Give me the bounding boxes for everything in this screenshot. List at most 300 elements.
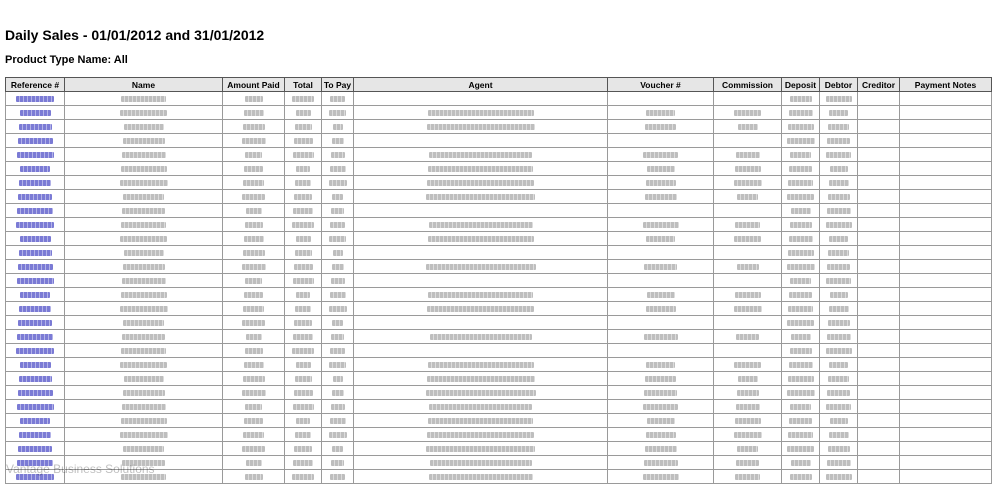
cell-name [65, 442, 223, 456]
redacted-value [329, 180, 347, 186]
table-row [6, 358, 992, 372]
cell-voucher [608, 232, 714, 246]
redacted-value [427, 306, 534, 312]
redacted-value [427, 432, 534, 438]
redacted-value [428, 418, 533, 424]
cell-deposit [782, 330, 820, 344]
cell-total [285, 372, 322, 386]
cell-payment-notes [900, 204, 992, 218]
redacted-value [427, 180, 534, 186]
table-row [6, 442, 992, 456]
cell-reference[interactable] [6, 302, 65, 316]
redacted-value [294, 320, 312, 326]
redacted-value [293, 334, 313, 340]
cell-payment-notes [900, 288, 992, 302]
cell-deposit [782, 456, 820, 470]
cell-creditor [858, 386, 900, 400]
cell-reference[interactable] [6, 218, 65, 232]
table-row [6, 106, 992, 120]
redacted-value [735, 166, 761, 172]
redacted-value [643, 404, 678, 410]
cell-reference[interactable] [6, 400, 65, 414]
cell-agent [354, 372, 608, 386]
cell-agent [354, 260, 608, 274]
cell-agent [354, 162, 608, 176]
redacted-value [17, 334, 53, 340]
cell-payment-notes [900, 232, 992, 246]
cell-commission [714, 400, 782, 414]
redacted-value [789, 362, 813, 368]
cell-debtor [820, 302, 858, 316]
redacted-value [790, 404, 811, 410]
column-header-deposit: Deposit [782, 78, 820, 92]
cell-debtor [820, 274, 858, 288]
redacted-value [293, 208, 313, 214]
cell-reference[interactable] [6, 344, 65, 358]
table-row [6, 246, 992, 260]
redacted-value [123, 446, 164, 452]
cell-debtor [820, 190, 858, 204]
cell-debtor [820, 344, 858, 358]
cell-agent [354, 442, 608, 456]
cell-reference[interactable] [6, 288, 65, 302]
redacted-value [426, 194, 535, 200]
cell-deposit [782, 190, 820, 204]
redacted-value [19, 124, 52, 130]
redacted-value [787, 138, 815, 144]
cell-total [285, 246, 322, 260]
cell-voucher [608, 302, 714, 316]
table-row [6, 372, 992, 386]
cell-to-pay [322, 260, 354, 274]
redacted-value [294, 194, 312, 200]
redacted-value [647, 292, 675, 298]
cell-voucher [608, 358, 714, 372]
cell-reference[interactable] [6, 148, 65, 162]
redacted-value [123, 194, 164, 200]
cell-creditor [858, 246, 900, 260]
cell-commission [714, 288, 782, 302]
cell-amount-paid [223, 330, 285, 344]
cell-payment-notes [900, 344, 992, 358]
redacted-value [734, 432, 762, 438]
cell-amount-paid [223, 232, 285, 246]
cell-voucher [608, 470, 714, 484]
table-row [6, 288, 992, 302]
redacted-value [243, 432, 264, 438]
cell-reference[interactable] [6, 358, 65, 372]
redacted-value [827, 390, 850, 396]
cell-agent [354, 428, 608, 442]
cell-amount-paid [223, 218, 285, 232]
redacted-value [17, 152, 54, 158]
table-row [6, 162, 992, 176]
cell-agent [354, 246, 608, 260]
cell-total [285, 330, 322, 344]
cell-total [285, 260, 322, 274]
report-title: Daily Sales - 01/01/2012 and 31/01/2012 [5, 27, 265, 43]
redacted-value [244, 110, 264, 116]
cell-to-pay [322, 246, 354, 260]
redacted-value [244, 292, 263, 298]
cell-reference[interactable] [6, 442, 65, 456]
redacted-value [737, 264, 759, 270]
redacted-value [123, 320, 164, 326]
redacted-value [292, 348, 314, 354]
redacted-value [828, 376, 849, 382]
cell-amount-paid [223, 428, 285, 442]
cell-payment-notes [900, 470, 992, 484]
redacted-value [294, 264, 313, 270]
cell-voucher [608, 274, 714, 288]
cell-voucher [608, 330, 714, 344]
redacted-value [243, 306, 264, 312]
cell-reference[interactable] [6, 386, 65, 400]
cell-deposit [782, 428, 820, 442]
cell-voucher [608, 260, 714, 274]
cell-debtor [820, 120, 858, 134]
redacted-value [333, 250, 343, 256]
cell-commission [714, 204, 782, 218]
cell-name [65, 92, 223, 106]
cell-agent [354, 316, 608, 330]
redacted-value [332, 320, 343, 326]
redacted-value [734, 306, 762, 312]
cell-to-pay [322, 302, 354, 316]
cell-reference[interactable] [6, 330, 65, 344]
cell-reference[interactable] [6, 176, 65, 190]
redacted-value [828, 194, 850, 200]
cell-total [285, 274, 322, 288]
cell-creditor [858, 92, 900, 106]
redacted-value [332, 390, 344, 396]
redacted-value [827, 264, 850, 270]
cell-reference[interactable] [6, 106, 65, 120]
cell-voucher [608, 204, 714, 218]
cell-total [285, 148, 322, 162]
redacted-value [791, 460, 811, 466]
redacted-value [826, 96, 852, 102]
cell-payment-notes [900, 162, 992, 176]
redacted-value [827, 138, 850, 144]
redacted-value [787, 194, 814, 200]
cell-to-pay [322, 470, 354, 484]
cell-to-pay [322, 274, 354, 288]
cell-commission [714, 372, 782, 386]
cell-name [65, 106, 223, 120]
cell-to-pay [322, 120, 354, 134]
redacted-value [430, 460, 532, 466]
cell-debtor [820, 92, 858, 106]
redacted-value [644, 264, 677, 270]
cell-voucher [608, 372, 714, 386]
cell-total [285, 470, 322, 484]
redacted-value [123, 390, 165, 396]
redacted-value [647, 166, 675, 172]
cell-agent [354, 106, 608, 120]
redacted-value [430, 334, 532, 340]
cell-name [65, 344, 223, 358]
cell-amount-paid [223, 372, 285, 386]
cell-to-pay [322, 386, 354, 400]
redacted-value [734, 362, 761, 368]
redacted-value [826, 348, 852, 354]
redacted-value [643, 152, 678, 158]
cell-reference[interactable] [6, 162, 65, 176]
cell-voucher [608, 456, 714, 470]
cell-name [65, 176, 223, 190]
cell-creditor [858, 148, 900, 162]
redacted-value [242, 194, 265, 200]
redacted-value [735, 222, 760, 228]
cell-commission [714, 106, 782, 120]
redacted-value [295, 306, 311, 312]
cell-voucher [608, 134, 714, 148]
cell-payment-notes [900, 218, 992, 232]
redacted-value [734, 236, 761, 242]
cell-name [65, 414, 223, 428]
redacted-value [296, 236, 311, 242]
redacted-value [18, 320, 52, 326]
cell-commission [714, 316, 782, 330]
cell-deposit [782, 442, 820, 456]
cell-agent [354, 232, 608, 246]
cell-name [65, 246, 223, 260]
table-row [6, 316, 992, 330]
cell-deposit [782, 400, 820, 414]
redacted-value [826, 404, 851, 410]
cell-name [65, 218, 223, 232]
cell-voucher [608, 428, 714, 442]
table-row [6, 400, 992, 414]
redacted-value [244, 236, 264, 242]
redacted-value [295, 432, 311, 438]
table-row [6, 92, 992, 106]
cell-amount-paid [223, 134, 285, 148]
redacted-value [737, 446, 758, 452]
cell-payment-notes [900, 442, 992, 456]
cell-reference[interactable] [6, 414, 65, 428]
redacted-value [329, 362, 346, 368]
cell-total [285, 288, 322, 302]
cell-amount-paid [223, 386, 285, 400]
cell-commission [714, 344, 782, 358]
cell-reference[interactable] [6, 134, 65, 148]
cell-agent [354, 176, 608, 190]
cell-voucher [608, 190, 714, 204]
cell-to-pay [322, 316, 354, 330]
redacted-value [296, 418, 310, 424]
cell-commission [714, 274, 782, 288]
redacted-value [294, 390, 313, 396]
cell-payment-notes [900, 190, 992, 204]
table-row [6, 386, 992, 400]
cell-to-pay [322, 134, 354, 148]
cell-reference[interactable] [6, 120, 65, 134]
cell-commission [714, 302, 782, 316]
redacted-value [122, 208, 165, 214]
cell-to-pay [322, 372, 354, 386]
redacted-value [331, 460, 344, 466]
redacted-value [243, 180, 264, 186]
redacted-value [736, 152, 760, 158]
redacted-value [788, 250, 814, 256]
cell-name [65, 316, 223, 330]
cell-debtor [820, 428, 858, 442]
redacted-value [788, 376, 814, 382]
cell-voucher [608, 288, 714, 302]
cell-reference[interactable] [6, 92, 65, 106]
cell-reference[interactable] [6, 274, 65, 288]
cell-agent [354, 456, 608, 470]
redacted-value [789, 166, 812, 172]
cell-deposit [782, 274, 820, 288]
cell-total [285, 134, 322, 148]
cell-reference[interactable] [6, 372, 65, 386]
cell-debtor [820, 288, 858, 302]
cell-reference[interactable] [6, 428, 65, 442]
cell-amount-paid [223, 302, 285, 316]
cell-payment-notes [900, 274, 992, 288]
redacted-value [329, 236, 346, 242]
redacted-value [829, 432, 849, 438]
cell-name [65, 190, 223, 204]
cell-deposit [782, 120, 820, 134]
redacted-value [737, 390, 759, 396]
redacted-value [789, 236, 813, 242]
cell-debtor [820, 218, 858, 232]
cell-reference[interactable] [6, 190, 65, 204]
column-header-voucher: Voucher # [608, 78, 714, 92]
cell-commission [714, 246, 782, 260]
cell-total [285, 428, 322, 442]
redacted-value [428, 362, 534, 368]
redacted-value [828, 320, 850, 326]
table-row [6, 120, 992, 134]
cell-total [285, 358, 322, 372]
redacted-value [827, 334, 851, 340]
table-row [6, 428, 992, 442]
redacted-value [295, 376, 312, 382]
cell-payment-notes [900, 120, 992, 134]
redacted-value [427, 376, 535, 382]
cell-debtor [820, 176, 858, 190]
redacted-value [826, 152, 851, 158]
cell-creditor [858, 414, 900, 428]
table-row [6, 414, 992, 428]
redacted-value [332, 446, 343, 452]
cell-reference[interactable] [6, 204, 65, 218]
redacted-value [123, 138, 165, 144]
redacted-value [120, 362, 167, 368]
redacted-value [245, 348, 263, 354]
cell-amount-paid [223, 414, 285, 428]
cell-reference[interactable] [6, 260, 65, 274]
redacted-value [245, 404, 262, 410]
cell-total [285, 106, 322, 120]
cell-amount-paid [223, 246, 285, 260]
redacted-value [20, 110, 51, 116]
cell-creditor [858, 470, 900, 484]
cell-reference[interactable] [6, 316, 65, 330]
redacted-value [828, 124, 849, 130]
redacted-value [122, 334, 165, 340]
redacted-value [19, 432, 51, 438]
cell-total [285, 302, 322, 316]
redacted-value [827, 208, 851, 214]
column-header-payment-notes: Payment Notes [900, 78, 992, 92]
cell-reference[interactable] [6, 246, 65, 260]
cell-payment-notes [900, 330, 992, 344]
cell-debtor [820, 106, 858, 120]
cell-creditor [858, 274, 900, 288]
redacted-value [17, 208, 53, 214]
cell-payment-notes [900, 386, 992, 400]
redacted-value [295, 250, 312, 256]
redacted-value [246, 334, 262, 340]
cell-to-pay [322, 330, 354, 344]
redacted-value [791, 334, 811, 340]
cell-name [65, 204, 223, 218]
redacted-value [830, 166, 848, 172]
redacted-value [330, 418, 346, 424]
cell-voucher [608, 148, 714, 162]
cell-agent [354, 386, 608, 400]
cell-agent [354, 400, 608, 414]
cell-debtor [820, 400, 858, 414]
redacted-value [428, 292, 533, 298]
watermark: Vantage Business Solutions [6, 462, 155, 476]
redacted-value [18, 446, 52, 452]
redacted-value [296, 110, 311, 116]
redacted-value [245, 474, 263, 480]
redacted-value [244, 362, 264, 368]
redacted-value [245, 222, 263, 228]
redacted-value [426, 446, 535, 452]
redacted-value [332, 194, 343, 200]
cell-total [285, 386, 322, 400]
cell-total [285, 316, 322, 330]
cell-creditor [858, 232, 900, 246]
cell-reference[interactable] [6, 232, 65, 246]
column-header-amount-paid: Amount Paid [223, 78, 285, 92]
cell-payment-notes [900, 414, 992, 428]
redacted-value [20, 236, 51, 242]
cell-debtor [820, 456, 858, 470]
redacted-value [426, 390, 536, 396]
cell-name [65, 428, 223, 442]
cell-to-pay [322, 148, 354, 162]
redacted-value [828, 250, 849, 256]
cell-to-pay [322, 176, 354, 190]
redacted-value [330, 96, 345, 102]
column-header-creditor: Creditor [858, 78, 900, 92]
redacted-value [645, 376, 676, 382]
cell-name [65, 358, 223, 372]
cell-commission [714, 260, 782, 274]
cell-payment-notes [900, 372, 992, 386]
cell-agent [354, 120, 608, 134]
redacted-value [789, 418, 812, 424]
daily-sales-table [5, 77, 992, 484]
cell-amount-paid [223, 260, 285, 274]
redacted-value [293, 404, 314, 410]
cell-amount-paid [223, 288, 285, 302]
redacted-value [788, 432, 813, 438]
cell-deposit [782, 176, 820, 190]
cell-debtor [820, 316, 858, 330]
table-row [6, 190, 992, 204]
